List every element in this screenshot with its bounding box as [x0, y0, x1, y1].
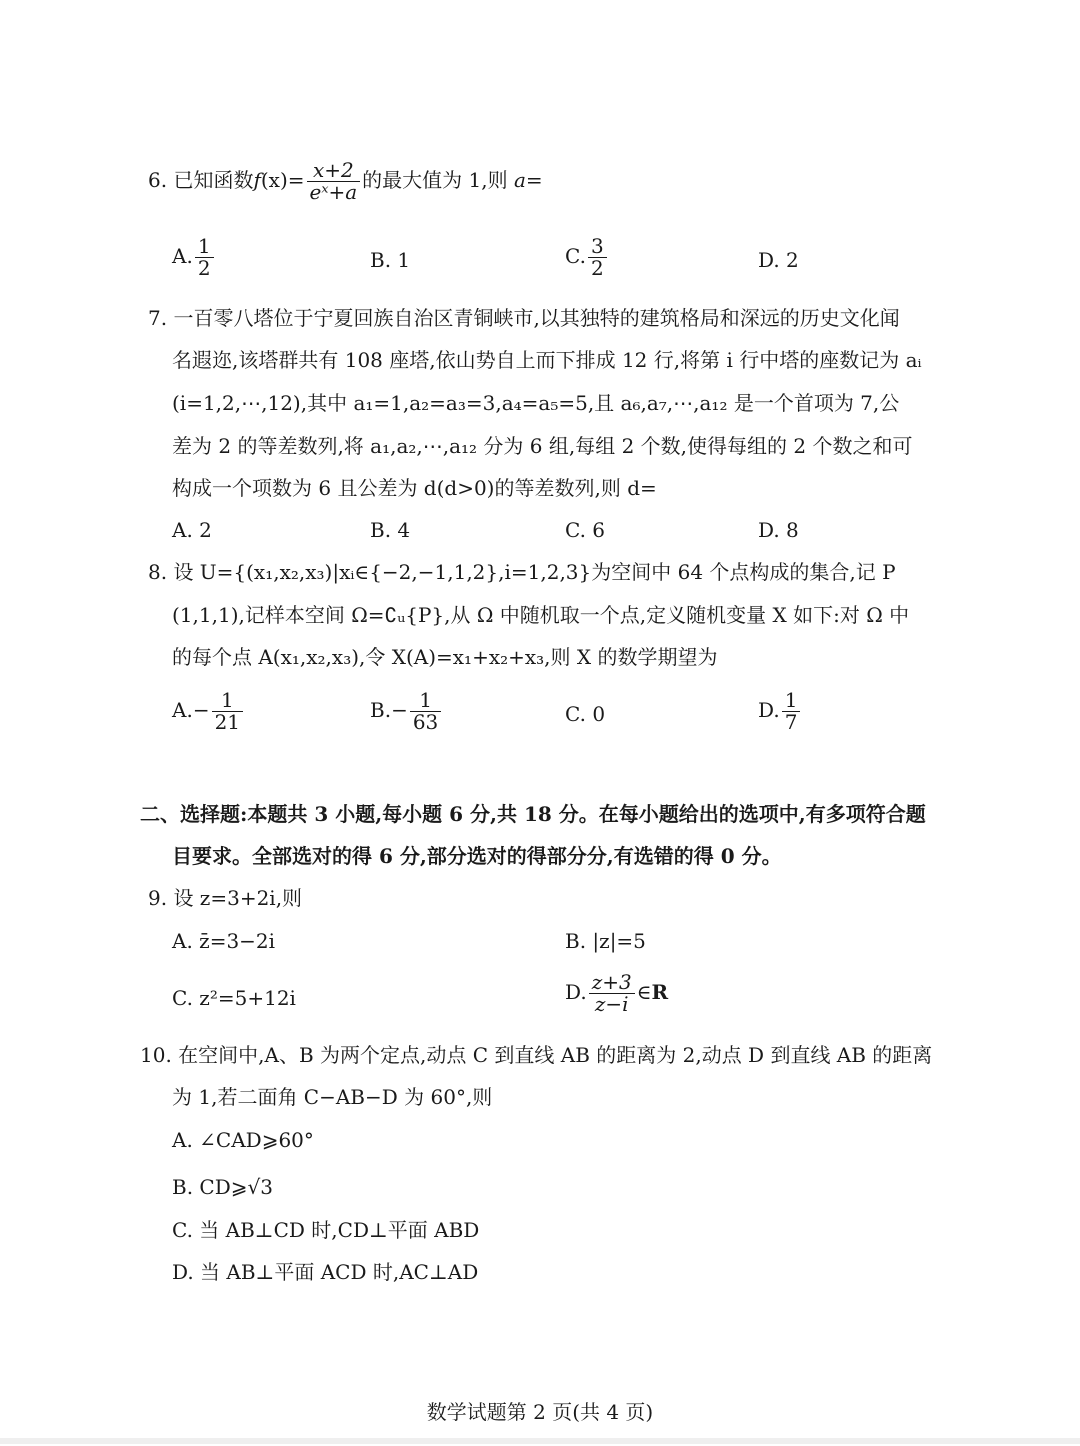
equals-sign: =: [287, 168, 305, 192]
fraction-denominator: 2: [197, 256, 211, 280]
q9-option-b: B. |z|=5: [565, 929, 646, 953]
question-text: 已知函数: [173, 168, 254, 192]
page-footer: 数学试题第 2 页(共 4 页): [426, 1400, 654, 1424]
q8-option-b: [370, 690, 443, 733]
q6-option-d: [758, 248, 799, 272]
minus-sign: −: [192, 698, 210, 722]
fraction-numerator: 1: [782, 690, 801, 712]
fraction-numerator: 3: [588, 236, 607, 258]
option-label: B.: [370, 248, 392, 272]
fraction-denominator: eˣ+a: [309, 180, 358, 204]
fraction-denominator: z−i: [594, 992, 629, 1016]
fraction: [195, 236, 214, 279]
option-label: B.: [370, 698, 392, 722]
fraction-denominator: 63: [412, 710, 439, 734]
q9-option-d: [565, 972, 668, 1015]
q7-line-5: 构成一个项数为 6 且公差为 d(d>0)的等差数列,则 d=: [172, 476, 657, 500]
option-label: D.: [565, 980, 587, 1004]
equals-sign: =: [525, 168, 543, 192]
fraction: [588, 236, 607, 279]
fraction-numerator: 1: [212, 690, 243, 712]
q7-line-2: 名遐迩,该塔群共有 108 座塔,依山势自上而下排成 12 行,将第 i 行中塔的座数记为 aᵢ: [172, 348, 922, 372]
fraction: [589, 972, 635, 1015]
option-label: C.: [565, 244, 586, 268]
option-label: D.: [758, 698, 780, 722]
fraction-numerator: z+3: [589, 972, 635, 994]
q8-line-1: 8. 设 U={(x₁,x₂,x₃)|xᵢ∈{−2,−1,1,2},i=1,2,3}为空间中 64 个点构成的集合,记 P: [148, 560, 896, 584]
fraction-denominator: 21: [214, 710, 241, 734]
q10-line-2: 为 1,若二面角 C−AB−D 为 60°,则: [172, 1085, 493, 1109]
fraction: [410, 690, 441, 733]
option-label: C.: [565, 702, 586, 726]
q9-option-c: C. z²=5+12i: [172, 986, 296, 1010]
q10-line-1: 10. 在空间中,A、B 为两个定点,动点 C 到直线 AB 的距离为 2,动点 D 到直线 AB 的距离: [140, 1043, 933, 1067]
minus-sign: −: [391, 698, 408, 722]
section-2-heading-cont: 目要求。全部选对的得 6 分,部分选对的得部分分,有选错的得 0 分。: [172, 844, 782, 868]
question-text: 的最大值为 1,则: [362, 168, 508, 192]
q10-option-a: A. ∠CAD⩾60°: [172, 1128, 314, 1152]
bottom-divider: [0, 1438, 1080, 1444]
function-name: f: [253, 168, 261, 192]
element-of: ∈: [636, 980, 652, 1004]
option-label: A.: [172, 698, 193, 722]
question-number: 6.: [148, 168, 168, 192]
fraction: [307, 160, 361, 203]
fraction-denominator: 7: [784, 710, 798, 734]
q8-option-d: [758, 690, 802, 733]
fraction: [782, 690, 801, 733]
q10-option-d: D. 当 AB⊥平面 ACD 时,AC⊥AD: [172, 1260, 479, 1284]
option-value: 0: [592, 702, 606, 726]
fraction-denominator: 2: [590, 256, 604, 280]
q9-option-a: A. z̄=3−2i: [172, 929, 276, 953]
q7-option-a: A. 2: [172, 518, 212, 542]
function-arg: (x): [260, 168, 288, 192]
section-2-heading: 二、选择题:本题共 3 小题,每小题 6 分,共 18 分。在每小题给出的选项中,有多项符合题: [140, 802, 926, 826]
q7-line-1: 7. 一百零八塔位于宁夏回族自治区青铜峡市,以其独特的建筑格局和深远的历史文化闻: [148, 306, 900, 330]
q6-option-b: [370, 248, 410, 272]
q10-option-b: B. CD⩾√3: [172, 1175, 273, 1199]
q6-option-c: [565, 236, 609, 279]
option-value: 2: [786, 248, 799, 272]
fraction: [212, 690, 243, 733]
fraction-numerator: 1: [410, 690, 441, 712]
q7-line-4: 差为 2 的等差数列,将 a₁,a₂,⋯,a₁₂ 分为 6 组,每组 2 个数,使得每组的 2 个数之和可: [172, 434, 913, 458]
q8-line-2: (1,1,1),记样本空间 Ω=∁ᵤ{P},从 Ω 中随机取一个点,定义随机变量 X 如下:对 Ω 中: [172, 603, 910, 627]
q9-stem: 9. 设 z=3+2i,则: [148, 886, 303, 910]
fraction-numerator: 1: [195, 236, 214, 258]
q8-option-c: [565, 702, 605, 726]
fraction-numerator: x+2: [307, 160, 361, 182]
option-label: D.: [758, 248, 780, 272]
q10-option-c: C. 当 AB⊥CD 时,CD⊥平面 ABD: [172, 1218, 480, 1242]
option-value: 1: [397, 248, 411, 272]
q8-option-a: [172, 690, 245, 733]
q7-option-d: D. 8: [758, 518, 799, 542]
real-set: R: [651, 980, 669, 1004]
q6-option-a: [172, 236, 216, 279]
variable: a: [513, 168, 526, 192]
option-label: A.: [172, 244, 193, 268]
q7-option-b: B. 4: [370, 518, 411, 542]
q7-option-c: C. 6: [565, 518, 606, 542]
q7-line-3: (i=1,2,⋯,12),其中 a₁=1,a₂=a₃=3,a₄=a₅=5,且 a₆,a₇,⋯,a₁₂ 是一个首项为 7,公: [172, 391, 900, 415]
q8-line-3: 的每个点 A(x₁,x₂,x₃),令 X(A)=x₁+x₂+x₃,则 X 的数学期望为: [172, 645, 718, 669]
question-6-stem: [148, 160, 543, 203]
